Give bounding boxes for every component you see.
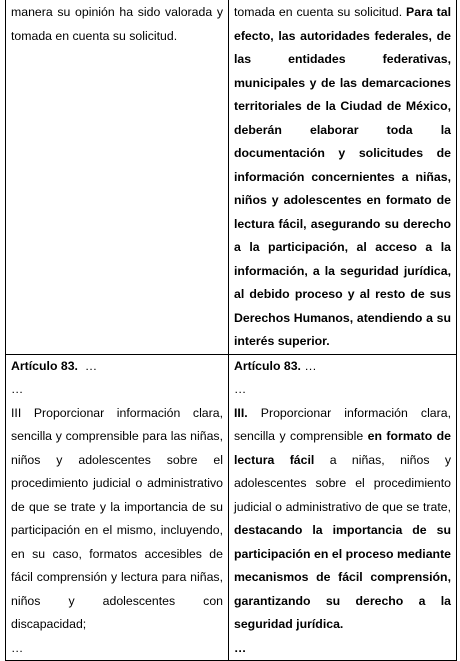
article-heading-ellipsis: …: [304, 358, 317, 373]
current-text-paragraph: manera su opinión ha sido valorada y tomada en cuenta su solicitud.: [11, 5, 223, 43]
article-heading-label: Artículo 83.: [234, 358, 301, 373]
ellipsis-top: …: [11, 382, 24, 396]
table-row: [6, 354, 457, 661]
ellipsis-bottom-bold: …: [234, 640, 247, 655]
body-text-1: Proporcionar información clara, sencilla y comprensible: [234, 405, 451, 443]
article-heading-ellipsis: …: [84, 358, 98, 373]
current-text-cell: [6, 0, 229, 354]
proposed-bold-text: Para tal efecto, las autoridades federales, de las entidades federativas, municipales y de las demarcaciones territoriales de la Ciudad de México, deberán elaborar toda la documentación y solicitudes de información concernientes a niñas, niños y adolescentes en formato de lectura fácil, asegurando su derecho a la participación, al acceso a la información, a la seguridad jurídica, al debido proceso y al resto de sus Derechos Humanos, atendiendo a su interés superior.: [234, 5, 451, 348]
proposed-plain-text: tomada en cuenta su solicitud.: [234, 5, 403, 19]
proposed-article-cell: [229, 354, 457, 661]
body-text-2: a niñas, niños y adolescentes sobre el procedimiento judicial o administrativo de que se trate,: [234, 452, 451, 514]
proposed-text-paragraph: [234, 0, 451, 354]
ellipsis-bottom: …: [11, 640, 24, 655]
current-article-body: III Proporcionar información clara, sencilla y comprensible para las niñas, niños y adolescentes sobre el procedimiento judicial o administrativo de que se trate y la importancia de su participación en el mismo, incluyendo, en su caso, formatos accesibles de fácil comprensión y lectura para niñas, niños y adolescentes con discapacidad;: [11, 405, 223, 631]
body-bold-1: en formato de lectura fácil: [234, 429, 452, 467]
ellipsis-top: …: [234, 382, 247, 396]
article-heading: [234, 355, 451, 379]
comparison-table: [5, 0, 457, 661]
current-article-cell: [6, 354, 229, 661]
body-bold-2: destacando la importancia de su participación en el proceso mediante mecanismos de fácil comprensión, garantizando su derecho a la seguridad jurídica.: [234, 523, 451, 631]
article-heading: [11, 355, 223, 379]
article-heading-label: Artículo 83.: [11, 358, 78, 373]
fraction-number: III.: [234, 405, 248, 420]
ellipsis-bottom: [234, 637, 451, 661]
table-row: [6, 0, 457, 354]
proposed-article-body: [234, 402, 451, 637]
proposed-text-cell: [229, 0, 457, 354]
